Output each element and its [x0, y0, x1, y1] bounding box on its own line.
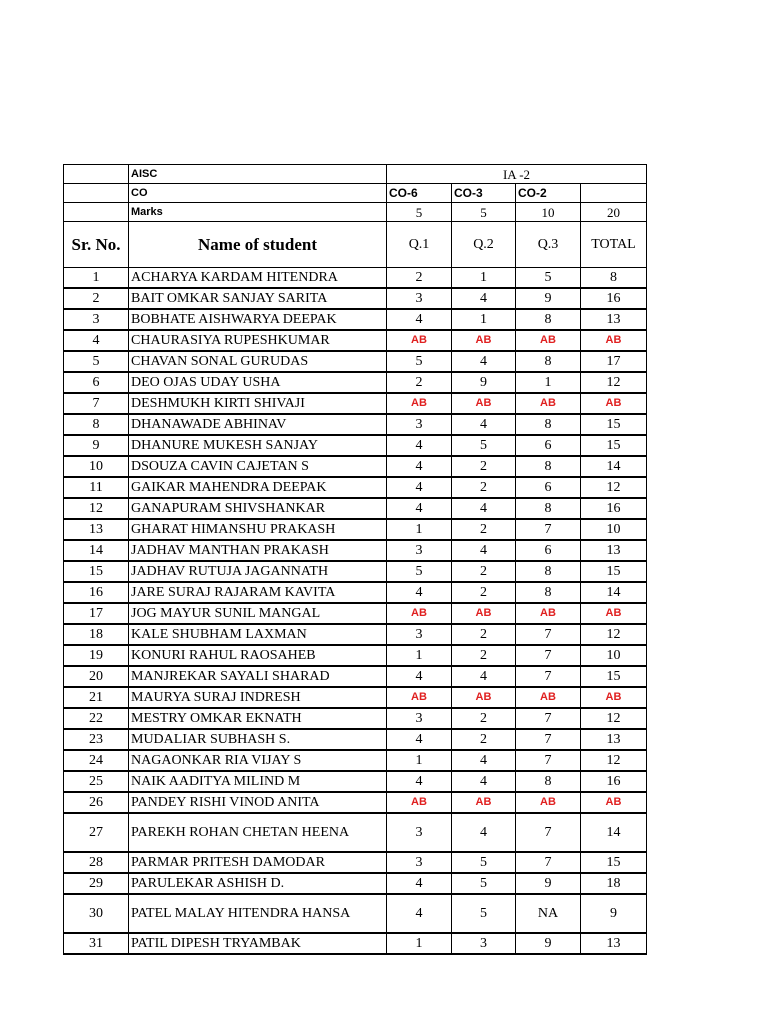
q1-cell: AB [387, 792, 452, 813]
sr-no-cell: 4 [64, 330, 129, 351]
student-name-cell: MANJREKAR SAYALI SHARAD [129, 666, 387, 687]
total-cell: 16 [581, 498, 647, 519]
q3-cell: 7 [516, 666, 581, 687]
q1-header: Q.1 [387, 222, 452, 268]
q1-cell: AB [387, 603, 452, 624]
student-name-cell: PAREKH ROHAN CHETAN HEENA [129, 813, 387, 852]
total-cell: 16 [581, 288, 647, 309]
q2-cell: 2 [452, 582, 516, 603]
q3-cell: 7 [516, 645, 581, 666]
total-cell: 14 [581, 456, 647, 477]
q3-cell: 7 [516, 519, 581, 540]
sr-no-cell: 10 [64, 456, 129, 477]
table-row [64, 561, 647, 582]
table-row [64, 771, 647, 792]
column-header-row [64, 222, 647, 268]
q1-cell: 4 [387, 666, 452, 687]
q1-cell: 4 [387, 771, 452, 792]
header-row-co [64, 184, 647, 203]
sr-no-cell: 29 [64, 873, 129, 894]
q3-cell: 8 [516, 771, 581, 792]
q2-cell: 2 [452, 477, 516, 498]
q1-cell: 2 [387, 372, 452, 393]
marks-q2: 5 [452, 203, 516, 222]
q1-cell: 1 [387, 645, 452, 666]
co-q1: CO-6 [387, 184, 452, 203]
sr-no-cell: 14 [64, 540, 129, 561]
student-name-cell: GHARAT HIMANSHU PRAKASH [129, 519, 387, 540]
total-cell: AB [581, 603, 647, 624]
q1-cell: 4 [387, 873, 452, 894]
q1-cell: 1 [387, 750, 452, 771]
q1-cell: 2 [387, 268, 452, 289]
sr-no-cell: 17 [64, 603, 129, 624]
table-row [64, 498, 647, 519]
total-cell: 14 [581, 813, 647, 852]
student-name-cell: DHANURE MUKESH SANJAY [129, 435, 387, 456]
student-name-cell: JARE SURAJ RAJARAM KAVITA [129, 582, 387, 603]
total-cell: AB [581, 792, 647, 813]
q3-cell: AB [516, 792, 581, 813]
q3-cell: 9 [516, 288, 581, 309]
sr-no-cell: 25 [64, 771, 129, 792]
q2-cell: AB [452, 687, 516, 708]
q2-cell: 4 [452, 498, 516, 519]
marks-total: 20 [581, 203, 647, 222]
student-name-cell: GAIKAR MAHENDRA DEEPAK [129, 477, 387, 498]
total-cell: AB [581, 330, 647, 351]
table-row [64, 435, 647, 456]
q3-cell: 8 [516, 561, 581, 582]
table-row [64, 351, 647, 372]
q2-cell: 5 [452, 435, 516, 456]
sr-no-cell: 23 [64, 729, 129, 750]
ia-label: IA -2 [387, 165, 647, 184]
q3-cell: 8 [516, 414, 581, 435]
q1-cell: 5 [387, 561, 452, 582]
q2-cell: 4 [452, 813, 516, 852]
table-row [64, 582, 647, 603]
student-name-cell: KALE SHUBHAM LAXMAN [129, 624, 387, 645]
marks-q3: 10 [516, 203, 581, 222]
table-row [64, 933, 647, 954]
total-header: TOTAL [581, 222, 647, 268]
student-name-cell: DEO OJAS UDAY USHA [129, 372, 387, 393]
marks-q1: 5 [387, 203, 452, 222]
student-name-cell: PATIL DIPESH TRYAMBAK [129, 933, 387, 954]
total-cell: AB [581, 687, 647, 708]
q1-cell: 3 [387, 624, 452, 645]
srno-header: Sr. No. [64, 222, 129, 268]
total-cell: 12 [581, 708, 647, 729]
sr-no-cell: 26 [64, 792, 129, 813]
q3-cell: 1 [516, 372, 581, 393]
q3-cell: 7 [516, 852, 581, 873]
student-name-cell: JADHAV MANTHAN PRAKASH [129, 540, 387, 561]
student-name-cell: JOG MAYUR SUNIL MANGAL [129, 603, 387, 624]
q1-cell: 3 [387, 288, 452, 309]
sr-no-cell: 6 [64, 372, 129, 393]
q2-cell: 4 [452, 666, 516, 687]
q3-cell: 8 [516, 351, 581, 372]
student-name-cell: CHAVAN SONAL GURUDAS [129, 351, 387, 372]
q2-cell: 2 [452, 708, 516, 729]
sr-no-cell: 20 [64, 666, 129, 687]
q3-cell: 7 [516, 708, 581, 729]
total-cell: AB [581, 393, 647, 414]
q1-cell: 3 [387, 813, 452, 852]
q2-header: Q.2 [452, 222, 516, 268]
table-row [64, 813, 647, 852]
table-row [64, 288, 647, 309]
student-name-cell: PARULEKAR ASHISH D. [129, 873, 387, 894]
table-row [64, 603, 647, 624]
total-cell: 13 [581, 309, 647, 330]
q3-cell: 6 [516, 477, 581, 498]
sr-no-cell: 30 [64, 894, 129, 933]
co-total [581, 184, 647, 203]
table-row [64, 750, 647, 771]
q1-cell: AB [387, 393, 452, 414]
q2-cell: 2 [452, 729, 516, 750]
table-row [64, 540, 647, 561]
sr-no-cell: 22 [64, 708, 129, 729]
q3-cell: AB [516, 603, 581, 624]
total-cell: 12 [581, 477, 647, 498]
student-name-cell: MUDALIAR SUBHASH S. [129, 729, 387, 750]
q3-cell: AB [516, 687, 581, 708]
sr-no-cell: 1 [64, 268, 129, 289]
student-name-cell: GANAPURAM SHIVSHANKAR [129, 498, 387, 519]
q2-cell: 3 [452, 933, 516, 954]
q1-cell: 4 [387, 894, 452, 933]
total-cell: 18 [581, 873, 647, 894]
co-q2: CO-3 [452, 184, 516, 203]
student-name-cell: NAGAONKAR RIA VIJAY S [129, 750, 387, 771]
q3-cell: 8 [516, 309, 581, 330]
co-label: CO [129, 184, 387, 203]
q3-header: Q.3 [516, 222, 581, 268]
student-name-cell: MAURYA SURAJ INDRESH [129, 687, 387, 708]
sr-no-cell: 31 [64, 933, 129, 954]
student-name-cell: KONURI RAHUL RAOSAHEB [129, 645, 387, 666]
q1-cell: 5 [387, 351, 452, 372]
total-cell: 13 [581, 933, 647, 954]
table-row [64, 330, 647, 351]
q1-cell: 3 [387, 414, 452, 435]
q2-cell: 9 [452, 372, 516, 393]
table-row [64, 456, 647, 477]
total-cell: 15 [581, 666, 647, 687]
total-cell: 8 [581, 268, 647, 289]
co-q3: CO-2 [516, 184, 581, 203]
q2-cell: 5 [452, 873, 516, 894]
total-cell: 10 [581, 519, 647, 540]
blank-cell [64, 184, 129, 203]
sr-no-cell: 9 [64, 435, 129, 456]
table-row [64, 624, 647, 645]
sr-no-cell: 2 [64, 288, 129, 309]
q2-cell: 4 [452, 414, 516, 435]
q1-cell: 4 [387, 456, 452, 477]
q2-cell: AB [452, 603, 516, 624]
table-row [64, 894, 647, 933]
q1-cell: 1 [387, 519, 452, 540]
table-row [64, 393, 647, 414]
table-row [64, 645, 647, 666]
table-row [64, 477, 647, 498]
table-row [64, 519, 647, 540]
student-name-cell: PANDEY RISHI VINOD ANITA [129, 792, 387, 813]
total-cell: 9 [581, 894, 647, 933]
q3-cell: 8 [516, 456, 581, 477]
q1-cell: 4 [387, 498, 452, 519]
total-cell: 15 [581, 561, 647, 582]
table-row [64, 708, 647, 729]
q2-cell: 1 [452, 309, 516, 330]
sr-no-cell: 13 [64, 519, 129, 540]
q1-cell: 4 [387, 477, 452, 498]
sr-no-cell: 15 [64, 561, 129, 582]
student-name-cell: BAIT OMKAR SANJAY SARITA [129, 288, 387, 309]
total-cell: 17 [581, 351, 647, 372]
q1-cell: AB [387, 687, 452, 708]
q2-cell: 2 [452, 561, 516, 582]
q2-cell: 2 [452, 645, 516, 666]
q2-cell: AB [452, 393, 516, 414]
sr-no-cell: 18 [64, 624, 129, 645]
sr-no-cell: 28 [64, 852, 129, 873]
q1-cell: 3 [387, 540, 452, 561]
table-row [64, 372, 647, 393]
q1-cell: 4 [387, 435, 452, 456]
q3-cell: 5 [516, 268, 581, 289]
student-name-cell: PARMAR PRITESH DAMODAR [129, 852, 387, 873]
header-row-subject [64, 165, 647, 184]
q3-cell: 7 [516, 729, 581, 750]
marks-label: Marks [129, 203, 387, 222]
total-cell: 12 [581, 750, 647, 771]
student-name-cell: ACHARYA KARDAM HITENDRA [129, 268, 387, 289]
sr-no-cell: 7 [64, 393, 129, 414]
marks-sheet [63, 164, 647, 955]
student-name-cell: NAIK AADITYA MILIND M [129, 771, 387, 792]
q2-cell: 2 [452, 456, 516, 477]
q1-cell: 3 [387, 852, 452, 873]
sr-no-cell: 11 [64, 477, 129, 498]
q2-cell: 1 [452, 268, 516, 289]
student-name-cell: BOBHATE AISHWARYA DEEPAK [129, 309, 387, 330]
q3-cell: 8 [516, 498, 581, 519]
table-row [64, 687, 647, 708]
sr-no-cell: 21 [64, 687, 129, 708]
q2-cell: 4 [452, 750, 516, 771]
student-name-cell: CHAURASIYA RUPESHKUMAR [129, 330, 387, 351]
q3-cell: 7 [516, 750, 581, 771]
table-row [64, 873, 647, 894]
sr-no-cell: 24 [64, 750, 129, 771]
q1-cell: 3 [387, 708, 452, 729]
sr-no-cell: 12 [64, 498, 129, 519]
student-name-cell: MESTRY OMKAR EKNATH [129, 708, 387, 729]
q2-cell: 5 [452, 894, 516, 933]
table-row [64, 852, 647, 873]
q3-cell: AB [516, 330, 581, 351]
student-name-cell: DESHMUKH KIRTI SHIVAJI [129, 393, 387, 414]
table-row [64, 268, 647, 289]
q3-cell: 6 [516, 435, 581, 456]
table-row [64, 729, 647, 750]
q2-cell: 2 [452, 519, 516, 540]
q2-cell: 4 [452, 771, 516, 792]
total-cell: 15 [581, 852, 647, 873]
sr-no-cell: 27 [64, 813, 129, 852]
q3-cell: 9 [516, 873, 581, 894]
total-cell: 16 [581, 771, 647, 792]
total-cell: 10 [581, 645, 647, 666]
table-row [64, 414, 647, 435]
q1-cell: 4 [387, 582, 452, 603]
q1-cell: 1 [387, 933, 452, 954]
student-name-cell: DSOUZA CAVIN CAJETAN S [129, 456, 387, 477]
sr-no-cell: 3 [64, 309, 129, 330]
sr-no-cell: 16 [64, 582, 129, 603]
student-name-cell: JADHAV RUTUJA JAGANNATH [129, 561, 387, 582]
sr-no-cell: 8 [64, 414, 129, 435]
total-cell: 12 [581, 624, 647, 645]
total-cell: 15 [581, 414, 647, 435]
total-cell: 15 [581, 435, 647, 456]
q2-cell: 4 [452, 540, 516, 561]
q3-cell: NA [516, 894, 581, 933]
total-cell: 14 [581, 582, 647, 603]
total-cell: 12 [581, 372, 647, 393]
q3-cell: 8 [516, 582, 581, 603]
q2-cell: AB [452, 330, 516, 351]
table-row [64, 666, 647, 687]
subject-label: AISC [129, 165, 387, 184]
table-row [64, 309, 647, 330]
q2-cell: 4 [452, 351, 516, 372]
total-cell: 13 [581, 540, 647, 561]
q3-cell: AB [516, 393, 581, 414]
student-name-cell: DHANAWADE ABHINAV [129, 414, 387, 435]
table-row [64, 792, 647, 813]
q1-cell: AB [387, 330, 452, 351]
q2-cell: AB [452, 792, 516, 813]
q3-cell: 9 [516, 933, 581, 954]
blank-cell [64, 203, 129, 222]
q3-cell: 7 [516, 624, 581, 645]
q3-cell: 7 [516, 813, 581, 852]
q2-cell: 5 [452, 852, 516, 873]
q2-cell: 4 [452, 288, 516, 309]
blank-cell [64, 165, 129, 184]
total-cell: 13 [581, 729, 647, 750]
name-header: Name of student [129, 222, 387, 268]
q1-cell: 4 [387, 729, 452, 750]
sr-no-cell: 19 [64, 645, 129, 666]
student-name-cell: PATEL MALAY HITENDRA HANSA [129, 894, 387, 933]
q2-cell: 2 [452, 624, 516, 645]
header-row-marks [64, 203, 647, 222]
q3-cell: 6 [516, 540, 581, 561]
sr-no-cell: 5 [64, 351, 129, 372]
q1-cell: 4 [387, 309, 452, 330]
